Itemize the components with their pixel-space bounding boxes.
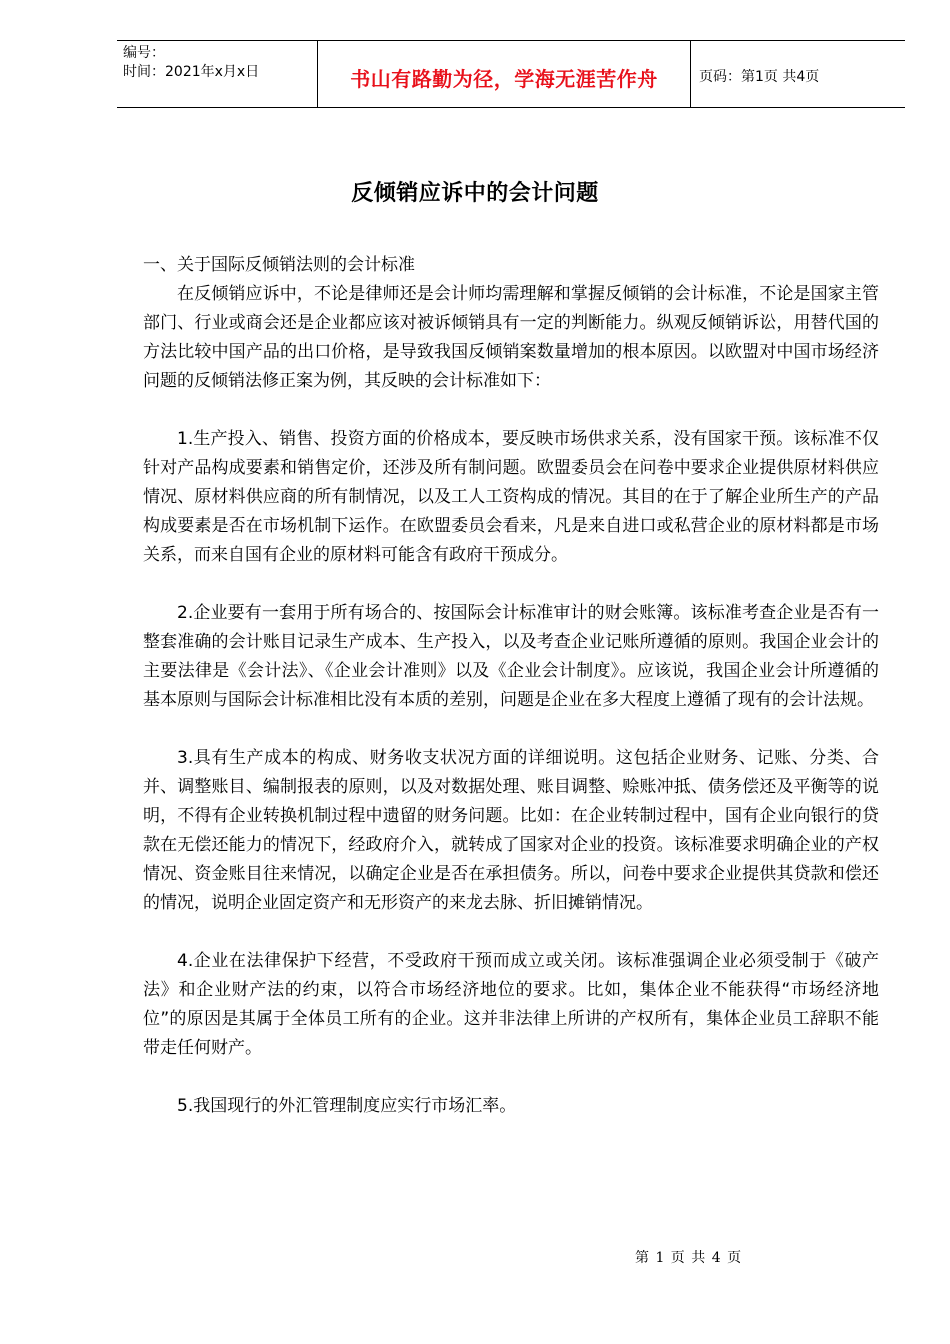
paragraph-item-2: 2.企业要有一套用于所有场合的、按国际会计标准审计的财会账簿。该标准考查企业是否有一整套准确的会计账目记录生产成本、生产投入，以及考查企业记账所遵循的原则。我国企业会计的主要法律是《会计法》、《企业会计准则》以及《企业会计制度》。应该说，我国企业会计所遵循的基本原则与国际会计标准相比没有本质的差别，问题是企业在多大程度上遵循了现有的会计法规。 [143,603,879,710]
section-heading: 一、关于国际反倾销法则的会计标准 [143,255,415,275]
date-line: 时间：2021年x月x日 [123,64,260,80]
serial-number-label: 编号： [123,45,165,61]
header-motto: 书山有路勤为径，学海无涯苦作舟 [350,66,658,91]
document-title: 反倾销应诉中的会计问题 [351,181,599,206]
paragraph-item-1: 1.生产投入、销售、投资方面的价格成本，要反映市场供求关系，没有国家干预。该标准不仅针对产品构成要素和销售定价，还涉及所有制问题。欧盟委员会在问卷中要求企业提供原材料供应情况、原材料供应商的所有制情况，以及工人工资构成的情况。其目的在于了解企业所生产的产品构成要素是否在市场机制下运作。在欧盟委员会看来，凡是来自进口或私营企业的原材料都是市场关系，而来自国有企业的原材料可能含有政府干预成分。 [143,429,879,565]
page-footer: 第 1 页 共 4 页 [635,1250,743,1266]
header-motto-cell [317,41,691,107]
paragraph-item-3: 3.具有生产成本的构成、财务收支状况方面的详细说明。这包括企业财务、记账、分类、合并、调整账目、编制报表的原则，以及对数据处理、账目调整、赊账冲抵、债务偿还及平衡等的说明，不得有企业转换机制过程中遗留的财务问题。比如：在企业转制过程中，国有企业向银行的贷款在无偿还能力的情况下，经政府介入，就转成了国家对企业的投资。该标准要求明确企业的产权情况、资金账目往来情况，以确定企业是否在承担债务。所以，问卷中要求企业提供其贷款和偿还的情况，说明企业固定资产和无形资产的来龙去脉、折旧摊销情况。 [143,748,879,913]
header-page-cell [691,41,905,107]
header-meta-cell [117,41,317,107]
header-page-info: 页码：第1页 共4页 [699,69,820,85]
document-header [117,40,905,108]
paragraph-item-5: 5.我国现行的外汇管理制度应实行市场汇率。 [177,1096,517,1116]
paragraph-item-4: 4.企业在法律保护下经营，不受政府干预而成立或关闭。该标准强调企业必须受制于《破产法》和企业财产法的约束，以符合市场经济地位的要求。比如，集体企业不能获得“市场经济地位”的原因是其属于全体员工所有的企业。这并非法律上所讲的产权所有，集体企业员工辞职不能带走任何财产。 [143,951,879,1058]
document-body [143,251,879,1121]
paragraph-intro: 在反倾销应诉中，不论是律师还是会计师均需理解和掌握反倾销的会计标准，不论是国家主管部门、行业或商会还是企业都应该对被诉倾销具有一定的判断能力。纵观反倾销诉讼，用替代国的方法比较中国产品的出口价格，是导致我国反倾销案数量增加的根本原因。以欧盟对中国市场经济问题的反倾销法修正案为例，其反映的会计标准如下： [143,284,879,391]
